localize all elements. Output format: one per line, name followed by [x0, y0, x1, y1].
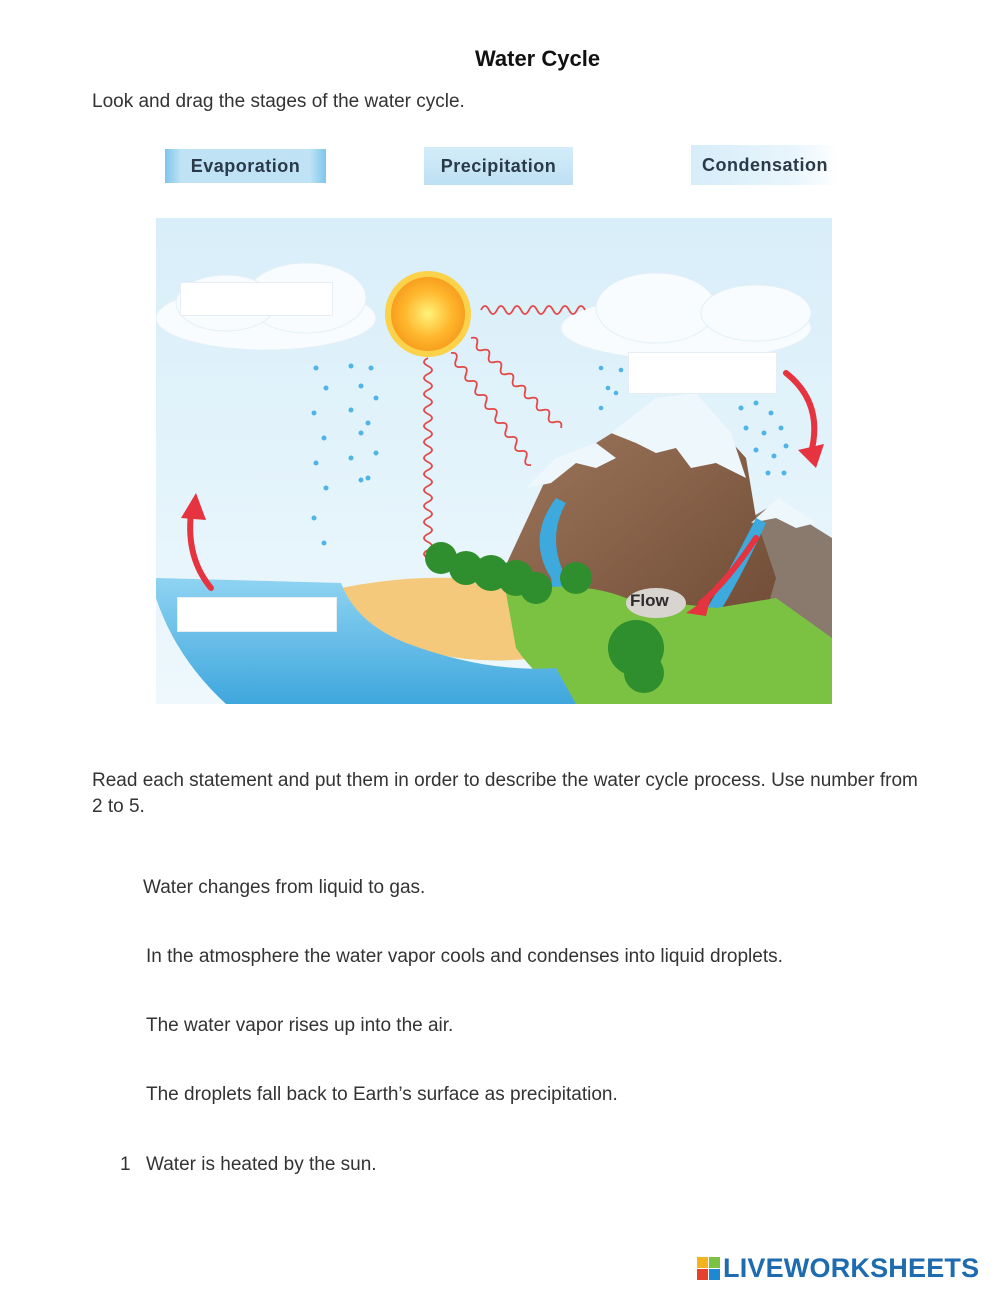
statement-2: In the atmosphere the water vapor cools and condenses into liquid droplets. [146, 946, 783, 967]
sun [388, 274, 468, 354]
evaporation-drag-chip[interactable]: Evaporation [165, 149, 326, 183]
liveworksheets-logo [697, 1253, 979, 1284]
drop-zone-evaporation[interactable] [177, 597, 337, 632]
logo-blocks-icon [697, 1257, 720, 1280]
statement-3: The water vapor rises up into the air. [146, 1015, 454, 1036]
ordering-instruction: Read each statement and put them in order to describe the water cycle process. Use number from 2 to 5. [92, 770, 918, 817]
drop-zone-precipitation[interactable] [628, 352, 777, 394]
statement-5: Water is heated by the sun. [146, 1154, 377, 1175]
flow-label: Flow [630, 591, 669, 610]
page-title: Water Cycle [474, 46, 601, 71]
drag-instruction: Look and drag the stages of the water cycle. [92, 91, 465, 112]
condensation-drag-chip[interactable]: Condensation [691, 145, 839, 185]
logo-text: LIVEWORKSHEETS [723, 1253, 980, 1283]
statement-1: Water changes from liquid to gas. [143, 877, 426, 898]
drop-zone-condensation[interactable] [180, 282, 333, 316]
statement-4: The droplets fall back to Earth’s surface as precipitation. [146, 1084, 618, 1105]
precipitation-drag-chip[interactable]: Precipitation [424, 147, 573, 185]
statement-5-number: 1 [120, 1154, 131, 1175]
